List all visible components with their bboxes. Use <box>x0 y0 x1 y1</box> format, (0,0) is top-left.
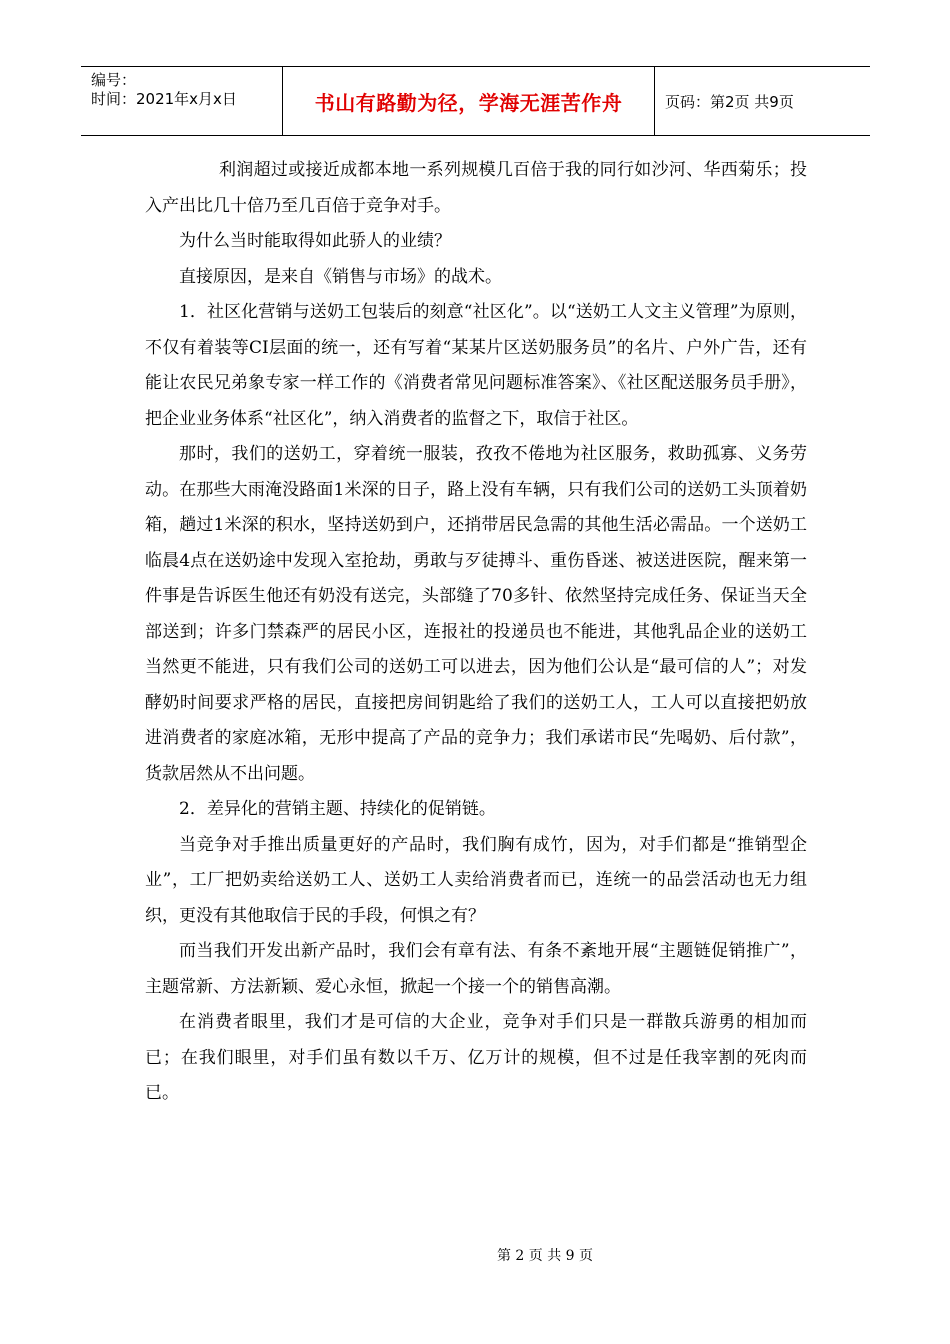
paragraph-5: 那时，我们的送奶工，穿着统一服装，孜孜不倦地为社区服务，救助孤寡、义务劳动。在那些大雨淹没路面1米深的日子，路上没有车辆，只有我们公司的送奶工头顶着奶箱，趟过1米深的积水，坚持送奶到户，还捎带居民急需的其他生活必需品。一个送奶工临晨4点在送奶途中发现入室抢劫，勇敢与歹徒搏斗、重伤昏迷、被送进医院，醒来第一件事是告诉医生他还有奶没有送完，头部缝了70多针、依然坚持完成任务、保证当天全部送到；许多门禁森严的居民小区，连报社的投递员也不能进，其他乳品企业的送奶工当然更不能进，只有我们公司的送奶工可以进去，因为他们公认是“最可信的人”；对发酵奶时间要求严格的居民，直接把房间钥匙给了我们的送奶工人，工人可以直接把奶放进消费者的家庭冰箱，无形中提高了产品的竞争力；我们承诺市民“先喝奶、后付款”，货款居然从不出问题。 <box>145 444 807 784</box>
document-body <box>145 153 807 1112</box>
header-page-label: 页码：第2页 共9页 <box>665 92 794 111</box>
paragraph-2: 为什么当时能取得如此骄人的业绩？ <box>179 231 451 251</box>
paragraph-4: 1．社区化营销与送奶工包装后的刻意“社区化”。以“送奶工人文主义管理”为原则，不仅有着装等CI层面的统一，还有写着“某某片区送奶服务员”的名片、户外广告，还有能让农民兄弟象专家一样工作的《消费者常见问题标准答案》、《社区配送服务员手册》，把企业业务体系“社区化”，纳入消费者的监督之下，取信于社区。 <box>145 302 807 429</box>
document-date-label: 时间：2021年x月x日 <box>91 90 237 108</box>
header-table <box>81 66 870 136</box>
paragraph-1: 利润超过或接近成都本地一系列规模几百倍于我的同行如沙河、华西菊乐；投入产出比几十倍乃至几百倍于竞争对手。 <box>145 160 807 216</box>
paragraph-3: 直接原因，是来自《销售与市场》的战术。 <box>179 266 502 287</box>
header-meta-cell <box>81 67 283 135</box>
paragraph-7: 当竞争对手推出质量更好的产品时，我们胸有成竹，因为，对手们都是“推销型企业”，工厂把奶卖给送奶工人、送奶工人卖给消费者而已，连统一的品尝活动也无力组织，更没有其他取信于民的手段，何惧之有？ <box>145 834 807 926</box>
document-number-label: 编号： <box>91 71 137 89</box>
page-footer: 第 2 页 共 9 页 <box>496 1248 594 1264</box>
paragraph-8: 而当我们开发出新产品时，我们会有章有法、有条不紊地开展“主题链促销推广”，主题常新、方法新颖、爱心永恒，掀起一个接一个的销售高潮。 <box>145 941 807 997</box>
paragraph-6: 2．差异化的营销主题、持续化的促销链。 <box>179 799 496 819</box>
header-motto: 书山有路勤为径，学海无涯苦作舟 <box>283 67 655 135</box>
paragraph-9: 在消费者眼里，我们才是可信的大企业，竞争对手们只是一群散兵游勇的相加而已；在我们眼里，对手们虽有数以千万、亿万计的规模，但不过是任我宰割的死肉而已。 <box>145 1012 807 1103</box>
